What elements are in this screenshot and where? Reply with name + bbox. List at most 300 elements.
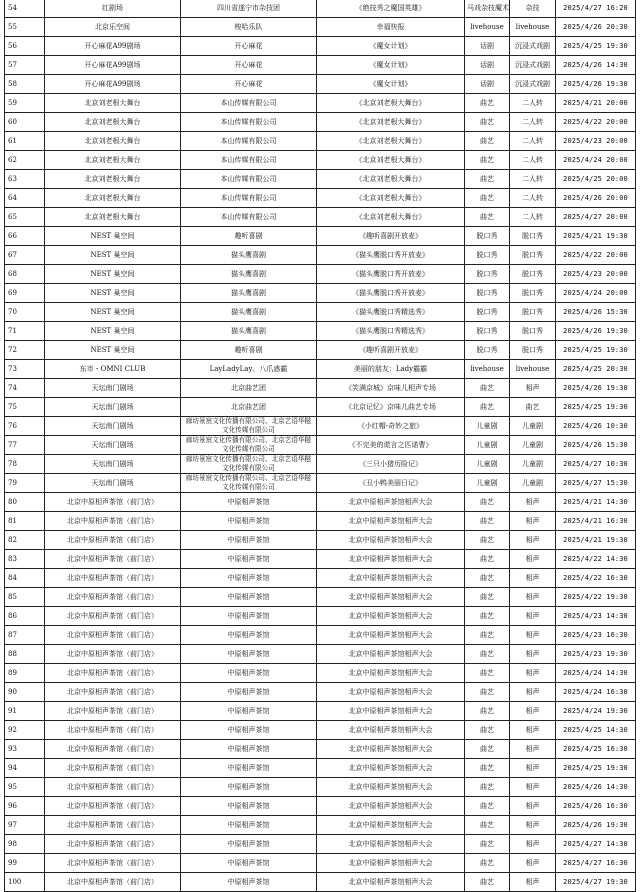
venue-cell: 北京中原相声茶馆（前门店） [45,778,181,797]
datetime-cell: 2025/4/26 20:00 [556,189,636,208]
row-number-cell: 85 [5,588,45,607]
datetime-cell: 2025/4/22 16:30 [556,569,636,588]
table-row [5,322,636,341]
category-cell: 曲艺 [465,721,510,740]
row-number-cell: 84 [5,569,45,588]
performance-title-cell: 北京中原相声茶馆相声大会 [317,816,465,835]
organizer-cell: 中原相声茶馆 [181,569,317,588]
table-row [5,797,636,816]
organizer-cell: LayLadyLay、八爪惑霸 [181,360,317,379]
performance-title-cell: 《猫头鹰脱口秀精选秀》 [317,303,465,322]
performance-title-cell: 《笑满京城》京味儿相声专场 [317,379,465,398]
datetime-cell: 2025/4/24 16:30 [556,683,636,702]
organizer-cell: 中原相声茶馆 [181,797,317,816]
subcategory-cell: 脱口秀 [510,246,556,265]
datetime-cell: 2025/4/25 19:30 [556,398,636,417]
organizer-cell: 中原相声茶馆 [181,550,317,569]
subcategory-cell: 相声 [510,531,556,550]
venue-cell: 开心麻花A99剧场 [45,75,181,94]
organizer-cell: 中原相声茶馆 [181,816,317,835]
table-row [5,379,636,398]
subcategory-cell: 二人转 [510,113,556,132]
subcategory-cell: 相声 [510,797,556,816]
category-cell: livehouse [465,18,510,37]
subcategory-cell: 相声 [510,626,556,645]
datetime-cell: 2025/4/27 16:20 [556,0,636,18]
subcategory-cell: 相声 [510,550,556,569]
datetime-cell: 2025/4/25 19:30 [556,37,636,56]
performance-title-cell: 北京中原相声茶馆相声大会 [317,702,465,721]
category-cell: 曲艺 [465,569,510,588]
subcategory-cell: 相声 [510,379,556,398]
venue-cell: 北京刘老根大舞台 [45,113,181,132]
organizer-cell: 中原相声茶馆 [181,645,317,664]
performance-title-cell: 《猫头鹰脱口秀开放麦》 [317,265,465,284]
venue-cell: 天坛南门剧场 [45,379,181,398]
datetime-cell: 2025/4/21 19:30 [556,227,636,246]
organizer-cell: 中原相声茶馆 [181,778,317,797]
category-cell: 儿童剧 [465,417,510,436]
performance-title-cell: 北京中原相声茶馆相声大会 [317,835,465,854]
table-row [5,94,636,113]
performance-title-cell: 北京中原相声茶馆相声大会 [317,740,465,759]
organizer-cell: 四川省遂宁市杂技团 [181,0,317,18]
table-row [5,151,636,170]
row-number-cell: 70 [5,303,45,322]
venue-cell: 开心麻花A99剧场 [45,56,181,75]
category-cell: 话剧 [465,37,510,56]
table-row [5,835,636,854]
performance-title-cell: 《三只小猪历险记》 [317,455,465,474]
venue-cell: 北京刘老根大舞台 [45,189,181,208]
organizer-cell: 猫头鹰喜剧 [181,265,317,284]
datetime-cell: 2025/4/23 20:00 [556,132,636,151]
performance-title-cell: 《绝技秀之魔国英雄》 [317,0,465,18]
category-cell: 曲艺 [465,512,510,531]
row-number-cell: 88 [5,645,45,664]
row-number-cell: 64 [5,189,45,208]
table-row [5,607,636,626]
organizer-cell: 梭哈乐队 [181,18,317,37]
row-number-cell: 95 [5,778,45,797]
organizer-cell: 开心麻花 [181,56,317,75]
organizer-cell: 北京曲艺团 [181,398,317,417]
category-cell: 曲艺 [465,94,510,113]
venue-cell: 北京中原相声茶馆（前门店） [45,493,181,512]
category-cell: 曲艺 [465,151,510,170]
organizer-cell: 中原相声茶馆 [181,607,317,626]
category-cell: 脱口秀 [465,322,510,341]
organizer-cell: 廊坊景宸文化传播有限公司、北京艺语华糍文化传媒有限公司 [181,436,317,455]
performance-title-cell: 《趣听喜剧开放麦》 [317,341,465,360]
category-cell: 儿童剧 [465,474,510,493]
organizer-cell: 中原相声茶馆 [181,531,317,550]
category-cell: 曲艺 [465,493,510,512]
performance-title-cell: 北京中原相声茶馆相声大会 [317,797,465,816]
organizer-cell: 本山传媒有限公司 [181,151,317,170]
datetime-cell: 2025/4/25 20:30 [556,360,636,379]
category-cell: 曲艺 [465,208,510,227]
performance-title-cell: 幸福快报 [317,18,465,37]
category-cell: 曲艺 [465,170,510,189]
row-number-cell: 76 [5,417,45,436]
datetime-cell: 2025/4/26 20:30 [556,18,636,37]
datetime-cell: 2025/4/22 20:00 [556,113,636,132]
venue-cell: NEST 巢空间 [45,322,181,341]
venue-cell: 北京乐空间 [45,18,181,37]
subcategory-cell: 脱口秀 [510,303,556,322]
row-number-cell: 54 [5,0,45,18]
table-body [5,0,636,892]
organizer-cell: 中原相声茶馆 [181,626,317,645]
table-row [5,341,636,360]
category-cell: 曲艺 [465,398,510,417]
venue-cell: 天坛南门剧场 [45,398,181,417]
performance-title-cell: 《魔女计划》 [317,37,465,56]
venue-cell: 北京刘老根大舞台 [45,208,181,227]
row-number-cell: 91 [5,702,45,721]
category-cell: 脱口秀 [465,246,510,265]
performance-title-cell: 北京中原相声茶馆相声大会 [317,588,465,607]
row-number-cell: 83 [5,550,45,569]
organizer-cell: 本山传媒有限公司 [181,94,317,113]
subcategory-cell: 二人转 [510,170,556,189]
subcategory-cell: 相声 [510,835,556,854]
venue-cell: 北京中原相声茶馆（前门店） [45,531,181,550]
subcategory-cell: 脱口秀 [510,341,556,360]
subcategory-cell: 相声 [510,759,556,778]
table-row [5,721,636,740]
row-number-cell: 61 [5,132,45,151]
organizer-cell: 中原相声茶馆 [181,512,317,531]
organizer-cell: 趣听喜剧 [181,227,317,246]
table-row [5,816,636,835]
datetime-cell: 2025/4/21 19:30 [556,531,636,550]
datetime-cell: 2025/4/21 20:00 [556,94,636,113]
performance-title-cell: 《猫头鹰脱口秀开放麦》 [317,284,465,303]
category-cell: livehouse [465,360,510,379]
performance-title-cell: 《趣听喜剧开放麦》 [317,227,465,246]
performance-title-cell: 北京中原相声茶馆相声大会 [317,854,465,873]
table-row [5,854,636,873]
row-number-cell: 74 [5,379,45,398]
table-row [5,303,636,322]
organizer-cell: 开心麻花 [181,75,317,94]
category-cell: 马戏杂技魔术 [465,0,510,18]
table-row [5,493,636,512]
subcategory-cell: 相声 [510,854,556,873]
venue-cell: 北京中原相声茶馆（前门店） [45,797,181,816]
venue-cell: NEST 巢空间 [45,246,181,265]
row-number-cell: 78 [5,455,45,474]
organizer-cell: 猫头鹰喜剧 [181,322,317,341]
performance-title-cell: 北京中原相声茶馆相声大会 [317,607,465,626]
row-number-cell: 99 [5,854,45,873]
datetime-cell: 2025/4/22 19:30 [556,588,636,607]
category-cell: 脱口秀 [465,284,510,303]
venue-cell: NEST 巢空间 [45,265,181,284]
organizer-cell: 中原相声茶馆 [181,854,317,873]
row-number-cell: 60 [5,113,45,132]
datetime-cell: 2025/4/23 19:30 [556,645,636,664]
category-cell: 曲艺 [465,645,510,664]
datetime-cell: 2025/4/21 16:30 [556,512,636,531]
datetime-cell: 2025/4/23 16:30 [556,626,636,645]
row-number-cell: 66 [5,227,45,246]
datetime-cell: 2025/4/24 20:00 [556,284,636,303]
table-row [5,531,636,550]
datetime-cell: 2025/4/26 19:30 [556,322,636,341]
venue-cell: 北京中原相声茶馆（前门店） [45,607,181,626]
subcategory-cell: 相声 [510,645,556,664]
table-row [5,512,636,531]
row-number-cell: 58 [5,75,45,94]
row-number-cell: 80 [5,493,45,512]
subcategory-cell: 二人转 [510,132,556,151]
venue-cell: 北京中原相声茶馆（前门店） [45,626,181,645]
row-number-cell: 59 [5,94,45,113]
venue-cell: 东市・OMNI CLUB [45,360,181,379]
subcategory-cell: 沉浸式戏剧 [510,75,556,94]
row-number-cell: 77 [5,436,45,455]
datetime-cell: 2025/4/24 14:30 [556,664,636,683]
venue-cell: 天坛南门剧场 [45,436,181,455]
category-cell: 曲艺 [465,854,510,873]
venue-cell: 北京中原相声茶馆（前门店） [45,683,181,702]
row-number-cell: 90 [5,683,45,702]
category-cell: 曲艺 [465,759,510,778]
row-number-cell: 69 [5,284,45,303]
row-number-cell: 62 [5,151,45,170]
table-row [5,170,636,189]
venue-cell: 北京中原相声茶馆（前门店） [45,721,181,740]
table-row [5,626,636,645]
datetime-cell: 2025/4/27 19:30 [556,873,636,892]
row-number-cell: 56 [5,37,45,56]
subcategory-cell: livehouse [510,360,556,379]
table-row [5,417,636,436]
row-number-cell: 79 [5,474,45,493]
datetime-cell: 2025/4/27 10:30 [556,455,636,474]
datetime-cell: 2025/4/22 14:30 [556,550,636,569]
venue-cell: 天坛南门剧场 [45,474,181,493]
organizer-cell: 本山传媒有限公司 [181,189,317,208]
subcategory-cell: 相声 [510,569,556,588]
category-cell: 脱口秀 [465,265,510,284]
organizer-cell: 北京曲艺团 [181,379,317,398]
datetime-cell: 2025/4/25 19:30 [556,759,636,778]
table-row [5,227,636,246]
venue-cell: 北京中原相声茶馆（前门店） [45,645,181,664]
performance-title-cell: 北京中原相声茶馆相声大会 [317,626,465,645]
performance-title-cell: 《猫头鹰脱口秀开放麦》 [317,246,465,265]
datetime-cell: 2025/4/27 20:00 [556,208,636,227]
table-row [5,284,636,303]
subcategory-cell: 二人转 [510,189,556,208]
performance-title-cell: 《小红帽-奇妙之旅》 [317,417,465,436]
table-row [5,189,636,208]
venue-cell: 北京中原相声茶馆（前门店） [45,569,181,588]
venue-cell: 北京中原相声茶馆（前门店） [45,854,181,873]
subcategory-cell: 儿童剧 [510,474,556,493]
performance-title-cell: 北京中原相声茶馆相声大会 [317,512,465,531]
table-row [5,702,636,721]
table-row [5,113,636,132]
subcategory-cell: 相声 [510,702,556,721]
datetime-cell: 2025/4/26 19:30 [556,379,636,398]
performance-title-cell: 《北京刘老根大舞台》 [317,113,465,132]
category-cell: 曲艺 [465,132,510,151]
performance-title-cell: 《北京刘老根大舞台》 [317,189,465,208]
subcategory-cell: 相声 [510,721,556,740]
venue-cell: 北京中原相声茶馆（前门店） [45,664,181,683]
datetime-cell: 2025/4/25 20:00 [556,170,636,189]
subcategory-cell: 脱口秀 [510,284,556,303]
datetime-cell: 2025/4/27 14:30 [556,835,636,854]
category-cell: 曲艺 [465,664,510,683]
table-row [5,37,636,56]
venue-cell: 红剧场 [45,0,181,18]
subcategory-cell: 曲艺 [510,398,556,417]
organizer-cell: 中原相声茶馆 [181,759,317,778]
subcategory-cell: 儿童剧 [510,455,556,474]
venue-cell: 北京中原相声茶馆（前门店） [45,873,181,892]
table-row [5,360,636,379]
performance-title-cell: 《魔女计划》 [317,75,465,94]
performance-title-cell: 《北京刘老根大舞台》 [317,208,465,227]
venue-cell: 天坛南门剧场 [45,455,181,474]
category-cell: 曲艺 [465,531,510,550]
venue-cell: 北京中原相声茶馆（前门店） [45,550,181,569]
venue-cell: 北京中原相声茶馆（前门店） [45,759,181,778]
organizer-cell: 本山传媒有限公司 [181,132,317,151]
row-number-cell: 96 [5,797,45,816]
category-cell: 曲艺 [465,626,510,645]
category-cell: 曲艺 [465,816,510,835]
organizer-cell: 中原相声茶馆 [181,493,317,512]
performance-title-cell: 美丽的朋友：Lady霸霸 [317,360,465,379]
subcategory-cell: 相声 [510,873,556,892]
table-row [5,778,636,797]
category-cell: 脱口秀 [465,227,510,246]
category-cell: 曲艺 [465,702,510,721]
performance-title-cell: 北京中原相声茶馆相声大会 [317,759,465,778]
organizer-cell: 猫头鹰喜剧 [181,284,317,303]
subcategory-cell: 沉浸式戏剧 [510,56,556,75]
datetime-cell: 2025/4/21 14:30 [556,493,636,512]
organizer-cell: 中原相声茶馆 [181,702,317,721]
venue-cell: 北京中原相声茶馆（前门店） [45,588,181,607]
performance-title-cell: 北京中原相声茶馆相声大会 [317,664,465,683]
category-cell: 曲艺 [465,189,510,208]
category-cell: 脱口秀 [465,341,510,360]
category-cell: 曲艺 [465,797,510,816]
venue-cell: NEST 巢空间 [45,303,181,322]
subcategory-cell: 沉浸式戏剧 [510,37,556,56]
subcategory-cell: 相声 [510,588,556,607]
organizer-cell: 中原相声茶馆 [181,835,317,854]
datetime-cell: 2025/4/26 14:30 [556,778,636,797]
performance-title-cell: 《北京刘老根大舞台》 [317,170,465,189]
organizer-cell: 猫头鹰喜剧 [181,303,317,322]
table-row [5,132,636,151]
venue-cell: 北京中原相声茶馆（前门店） [45,816,181,835]
performance-title-cell: 北京中原相声茶馆相声大会 [317,683,465,702]
performance-title-cell: 北京中原相声茶馆相声大会 [317,873,465,892]
row-number-cell: 98 [5,835,45,854]
performance-title-cell: 北京中原相声茶馆相声大会 [317,569,465,588]
category-cell: 曲艺 [465,379,510,398]
venue-cell: 北京刘老根大舞台 [45,94,181,113]
organizer-cell: 廊坊景宸文化传播有限公司、北京艺语华糍文化传媒有限公司 [181,417,317,436]
performance-title-cell: 《不完美的谎言之匹诺曹》 [317,436,465,455]
table-row [5,569,636,588]
datetime-cell: 2025/4/26 19:30 [556,816,636,835]
subcategory-cell: 杂技 [510,0,556,18]
datetime-cell: 2025/4/23 20:00 [556,265,636,284]
performance-title-cell: 《魔女计划》 [317,56,465,75]
venue-cell: 北京刘老根大舞台 [45,132,181,151]
category-cell: 曲艺 [465,683,510,702]
table-row [5,455,636,474]
datetime-cell: 2025/4/26 15:30 [556,303,636,322]
row-number-cell: 72 [5,341,45,360]
venue-cell: NEST 巢空间 [45,227,181,246]
category-cell: 曲艺 [465,835,510,854]
datetime-cell: 2025/4/25 19:30 [556,341,636,360]
row-number-cell: 71 [5,322,45,341]
subcategory-cell: 相声 [510,740,556,759]
datetime-cell: 2025/4/26 16:30 [556,797,636,816]
subcategory-cell: 脱口秀 [510,227,556,246]
organizer-cell: 本山传媒有限公司 [181,208,317,227]
category-cell: 曲艺 [465,607,510,626]
subcategory-cell: 相声 [510,683,556,702]
subcategory-cell: 相声 [510,607,556,626]
row-number-cell: 94 [5,759,45,778]
subcategory-cell: 相声 [510,664,556,683]
row-number-cell: 100 [5,873,45,892]
organizer-cell: 中原相声茶馆 [181,740,317,759]
table-row [5,398,636,417]
venue-cell: 天坛南门剧场 [45,417,181,436]
subcategory-cell: 相声 [510,512,556,531]
datetime-cell: 2025/4/26 14:30 [556,56,636,75]
venue-cell: 北京中原相声茶馆（前门店） [45,835,181,854]
row-number-cell: 89 [5,664,45,683]
venue-cell: 北京中原相声茶馆（前门店） [45,512,181,531]
category-cell: 曲艺 [465,740,510,759]
organizer-cell: 本山传媒有限公司 [181,170,317,189]
row-number-cell: 68 [5,265,45,284]
organizer-cell: 开心麻花 [181,37,317,56]
subcategory-cell: 脱口秀 [510,322,556,341]
performance-title-cell: 北京中原相声茶馆相声大会 [317,550,465,569]
row-number-cell: 81 [5,512,45,531]
category-cell: 曲艺 [465,873,510,892]
subcategory-cell: 相声 [510,493,556,512]
category-cell: 话剧 [465,75,510,94]
row-number-cell: 73 [5,360,45,379]
performance-title-cell: 《北京刘老根大舞台》 [317,132,465,151]
datetime-cell: 2025/4/24 19:30 [556,702,636,721]
table-row [5,265,636,284]
subcategory-cell: 相声 [510,816,556,835]
table-row [5,683,636,702]
table-row [5,759,636,778]
subcategory-cell: 二人转 [510,151,556,170]
table-row [5,56,636,75]
